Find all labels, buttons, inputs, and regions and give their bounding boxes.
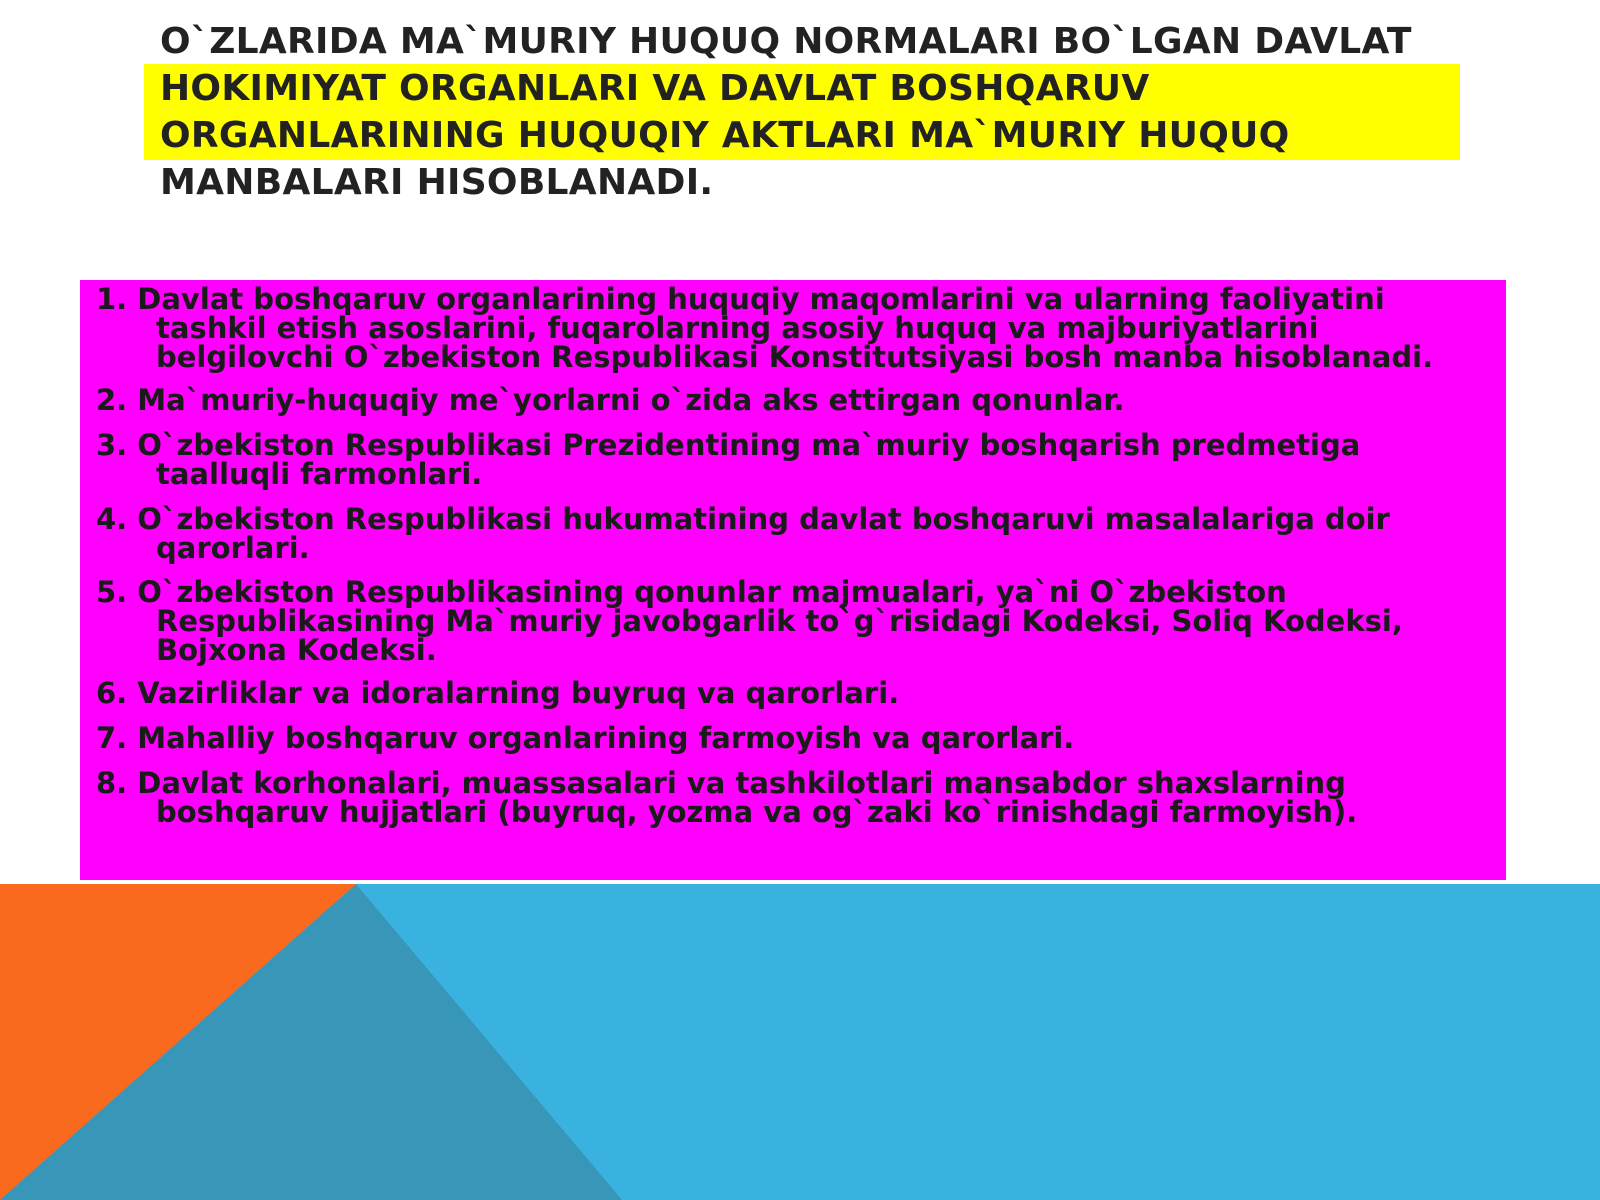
list-item-7 [96, 721, 1496, 755]
list-item-2 [96, 383, 1496, 417]
list-item-3-line-2: taalluqli farmonlari. [156, 457, 483, 491]
list-item-5-line-3: Bojxona Kodeksi. [156, 633, 437, 667]
list-item-6 [96, 676, 1496, 710]
list-item-4-line-1: 4. O`zbekiston Respublikasi hukumatining davlat boshqaruvi masalalariga doir [96, 502, 1390, 536]
list-item-5-line-1: 5. O`zbekiston Respublikasining qonunlar majmualari, ya`ni O`zbekiston [96, 575, 1287, 609]
sources-content-box [80, 280, 1506, 880]
list-item-7-line-1: 7. Mahalliy boshqaruv organlarining farmoyish va qarorlari. [96, 721, 1075, 755]
list-item-1-line-2: tashkil etish asoslarini, fuqarolarning asosiy huquq va majburiyatlarini [156, 311, 1319, 345]
list-item-6-line-1: 6. Vazirliklar va idoralarning buyruq va qarorlari. [96, 676, 900, 710]
title-line-2: HOKIMIYAT ORGANLARI VA DAVLAT BOSHQARUV [160, 68, 1150, 109]
list-item-1 [96, 282, 1496, 374]
list-item-5-line-2: Respublikasining Ma`muriy javobgarlik to`g`risidagi Kodeksi, Soliq Kodeksi, [156, 604, 1403, 638]
list-item-3-line-1: 3. O`zbekiston Respublikasi Prezidentining ma`muriy boshqarish predmetiga [96, 428, 1361, 462]
title-line-4: MANBALARI HISOBLANADI. [160, 162, 714, 203]
title-line-1: O`ZLARIDA MA`MURIY HUQUQ NORMALARI BO`LGAN DAVLAT [160, 21, 1412, 62]
list-item-4-line-2: qarorlari. [156, 531, 310, 565]
decorative-shapes [0, 884, 1600, 1200]
list-item-8 [96, 766, 1496, 829]
title-line-3: ORGANLARINING HUQUQIY AKTLARI MA`MURIY HUQUQ [160, 115, 1290, 156]
list-item-2-line-1: 2. Ma`muriy-huquqiy me`yorlarni o`zida aks ettirgan qonunlar. [96, 383, 1125, 417]
list-item-4 [96, 502, 1496, 565]
list-item-5 [96, 575, 1496, 667]
slide-title [160, 18, 1460, 206]
list-item-8-line-2: boshqaruv hujjatlari (buyruq, yozma va og`zaki ko`rinishdagi farmoyish). [156, 795, 1358, 829]
list-item-1-line-1: 1. Davlat boshqaruv organlarining huquqiy maqomlarini va ularning faoliyatini [96, 282, 1385, 316]
list-item-8-line-1: 8. Davlat korhonalari, muassasalari va tashkilotlari mansabdor shaxslarning [96, 766, 1346, 800]
list-item-3 [96, 428, 1496, 491]
list-item-1-line-3: belgilovchi O`zbekiston Respublikasi Konstitutsiyasi bosh manba hisoblanadi. [156, 340, 1434, 374]
